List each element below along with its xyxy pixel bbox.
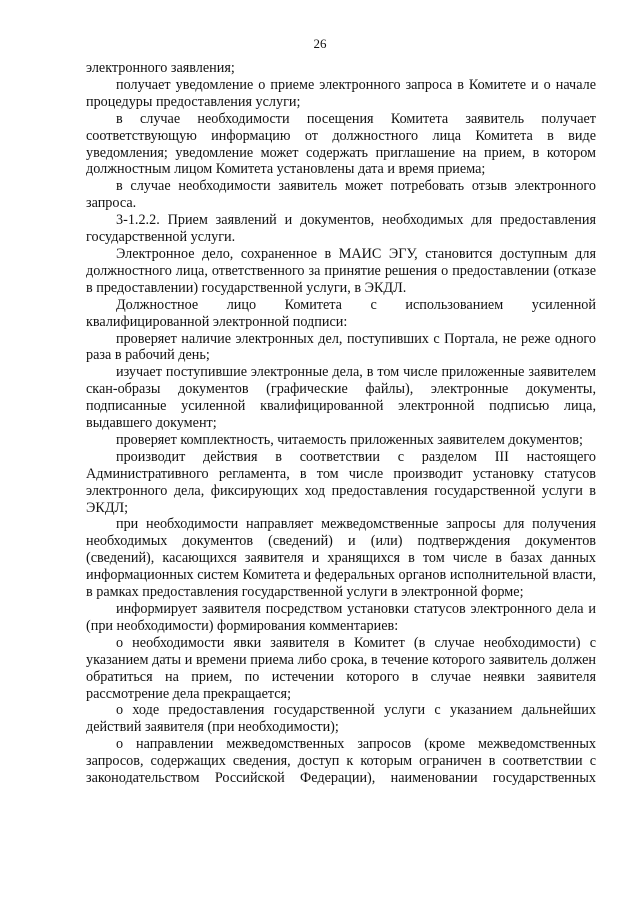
paragraph: при необходимости направляет межведомственные запросы для получения необходимых документов (сведений) и (или) подтверждения документов (сведений), касающихся заявителя и хранящихся в том числе в базах данных информационных систем Комитета и федеральных органов исполнительной власти, в рамках предоставления государственной услуги в электронной форме; <box>86 516 596 601</box>
document-body <box>86 60 596 787</box>
paragraph: Должностное лицо Комитета с использованием усиленной квалифицированной электронной подписи: <box>86 296 596 330</box>
paragraph: Электронное дело, сохраненное в МАИС ЭГУ, становится доступным для должностного лица, ответственного за принятие решения о предоставлении (отказе в предоставлении) государственной услуги, в ЭКДЛ. <box>86 245 596 296</box>
paragraph: в случае необходимости посещения Комитета заявитель получает соответствующую информацию от должностного лица Комитета в виде уведомления; уведомление может содержать приглашение на прием, в котором должностным лицом Комитета установлены дата и время приема; <box>86 110 596 178</box>
paragraph: получает уведомление о приеме электронного запроса в Комитете и о начале процедуры предоставления услуги; <box>86 76 596 110</box>
paragraph: проверяет комплектность, читаемость приложенных заявителем документов; <box>116 431 583 448</box>
paragraph: о необходимости явки заявителя в Комитет (в случае необходимости) с указанием даты и времени приема либо срока, в течение которого заявитель должен обратиться на прием, по истечении которого в случае неявки заявителя рассмотрение дела прекращается; <box>86 634 596 702</box>
paragraph: о направлении межведомственных запросов (кроме межведомственных запросов, содержащих сведения, доступ к которым ограничен в соответствии с законодательством Российской Федерации), наименовании государственных <box>86 736 596 787</box>
paragraph: о ходе предоставления государственной услуги с указанием дальнейших действий заявителя (при необходимости); <box>86 702 596 736</box>
paragraph: производит действия в соответствии с разделом III настоящего Административного регламента, в том числе производит установку статусов электронного дела, фиксирующих ход предоставления государственной услуги в ЭКДЛ; <box>86 448 596 516</box>
section-heading: 3-1.2.2. Прием заявлений и документов, необходимых для предоставления государственной услуги. <box>86 212 596 246</box>
paragraph: проверяет наличие электронных дел, поступивших с Портала, не реже одного раза в рабочий день; <box>86 330 596 364</box>
paragraph: информирует заявителя посредством установки статусов электронного дела и (при необходимости) формирования комментариев: <box>86 601 596 634</box>
paragraph: электронного заявления; <box>86 60 235 76</box>
paragraph: в случае необходимости заявитель может потребовать отзыв электронного запроса. <box>86 178 596 212</box>
paragraph: изучает поступившие электронные дела, в том числе приложенные заявителем скан-образы документов (графические файлы), электронные документы, подписанные усиленной квалифицированной электронной подписью лица, выдавшего документ; <box>86 364 596 432</box>
page-number: 26 <box>313 36 327 51</box>
